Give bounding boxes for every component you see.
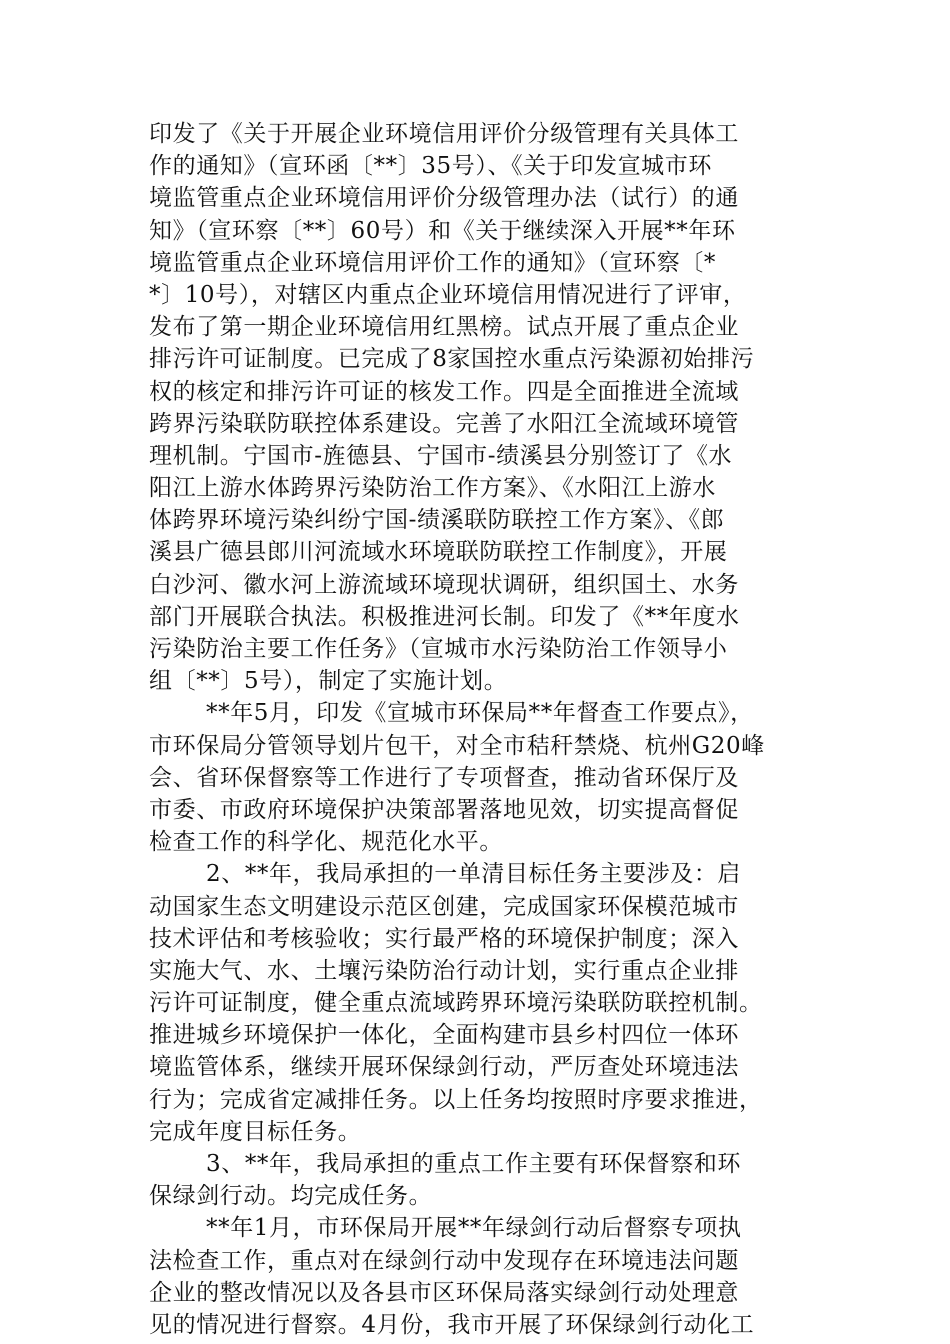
- text-line: 市环保局分管领导划片包干，对全市秸秆禁烧、杭州G20峰: [149, 732, 765, 759]
- text-line: 境监管重点企业环境信用评价分级管理办法（试行）的通: [149, 185, 739, 212]
- text-line: 体跨界环境污染纠纷宁国-绩溪联防联控工作方案》、《郎: [149, 507, 725, 534]
- text-line: 动国家生态文明建设示范区创建，完成国家环保模范城市: [149, 893, 739, 920]
- text-line: 境监管体系，继续开展环保绿剑行动，严厉查处环境违法: [149, 1054, 739, 1081]
- text-line: 组〔**〕5号），制定了实施计划。: [149, 668, 508, 695]
- text-line: 知》（宣环察〔**〕60号）和《关于继续深入开展**年环: [149, 217, 736, 244]
- text-line: 完成年度目标任务。: [149, 1118, 362, 1145]
- text-line: 溪县广德县郎川河流域水环境联防联控工作制度》，开展: [149, 539, 728, 566]
- text-line: 技术评估和考核验收；实行最严格的环境保护制度；深入: [149, 925, 739, 952]
- text-line: 市委、市政府环境保护决策部署落地见效，切实提高督促: [149, 796, 739, 823]
- text-line: 2、**年，我局承担的一单清目标任务主要涉及：启: [206, 861, 742, 888]
- body-text: [149, 118, 809, 1341]
- text-line: 行为；完成省定减排任务。以上任务均按照时序要求推进，: [149, 1086, 763, 1113]
- text-line: 部门开展联合执法。积极推进河长制。印发了《**年度水: [149, 603, 740, 630]
- text-line: 污许可证制度，健全重点流域跨界环境污染联防联控机制。: [149, 990, 763, 1017]
- text-line: *〕10号），对辖区内重点企业环境信用情况进行了评审，: [149, 281, 747, 308]
- text-line: 污染防治主要工作任务》（宣城市水污染防治工作领导小: [149, 636, 728, 662]
- text-line: 权的核定和排污许可证的核发工作。四是全面推进全流域: [149, 378, 739, 405]
- text-line: 检查工作的科学化、规范化水平。: [149, 829, 503, 856]
- text-line: 理机制。宁国市-旌德县、宁国市-绩溪县分别签订了《水: [149, 442, 733, 469]
- text-line: 见的情况进行督察。4月份，我市开展了环保绿剑行动化工: [149, 1311, 755, 1338]
- text-line: 发布了第一期企业环境信用红黑榜。试点开展了重点企业: [149, 314, 739, 341]
- text-line: 会、省环保督察等工作进行了专项督查，推动省环保厅及: [149, 764, 739, 791]
- text-line: **年5月，印发《宣城市环保局**年督查工作要点》，: [206, 700, 754, 727]
- text-line: **年1月，市环保局开展**年绿剑行动后督察专项执: [206, 1215, 742, 1242]
- text-line: 法检查工作，重点对在绿剑行动中发现存在环境违法问题: [149, 1247, 739, 1274]
- text-line: 跨界污染联防联控体系建设。完善了水阳江全流域环境管: [149, 410, 739, 437]
- text-line: 企业的整改情况以及各县市区环保局落实绿剑行动处理意: [149, 1279, 739, 1306]
- text-line: 境监管重点企业环境信用评价工作的通知》（宣环察〔*: [149, 249, 716, 276]
- text-line: 印发了《关于开展企业环境信用评价分级管理有关具体工: [149, 121, 739, 147]
- text-line: 白沙河、徽水河上游流域环境现状调研，组织国土、水务: [149, 571, 739, 598]
- text-line: 排污许可证制度。已完成了8家国控水重点污染源初始排污: [149, 346, 755, 373]
- text-line: 3、**年，我局承担的重点工作主要有环保督察和环: [206, 1151, 742, 1177]
- text-line: 实施大气、水、土壤污染防治行动计划，实行重点企业排: [149, 957, 739, 984]
- text-line: 阳江上游水体跨界污染防治工作方案》、《水阳江上游水: [149, 475, 716, 502]
- text-line: 作的通知》（宣环函〔**〕35号）、《关于印发宣城市环: [149, 153, 712, 180]
- text-line: 保绿剑行动。均完成任务。: [149, 1183, 433, 1210]
- text-line: 推进城乡环境保护一体化，全面构建市县乡村四位一体环: [149, 1022, 739, 1049]
